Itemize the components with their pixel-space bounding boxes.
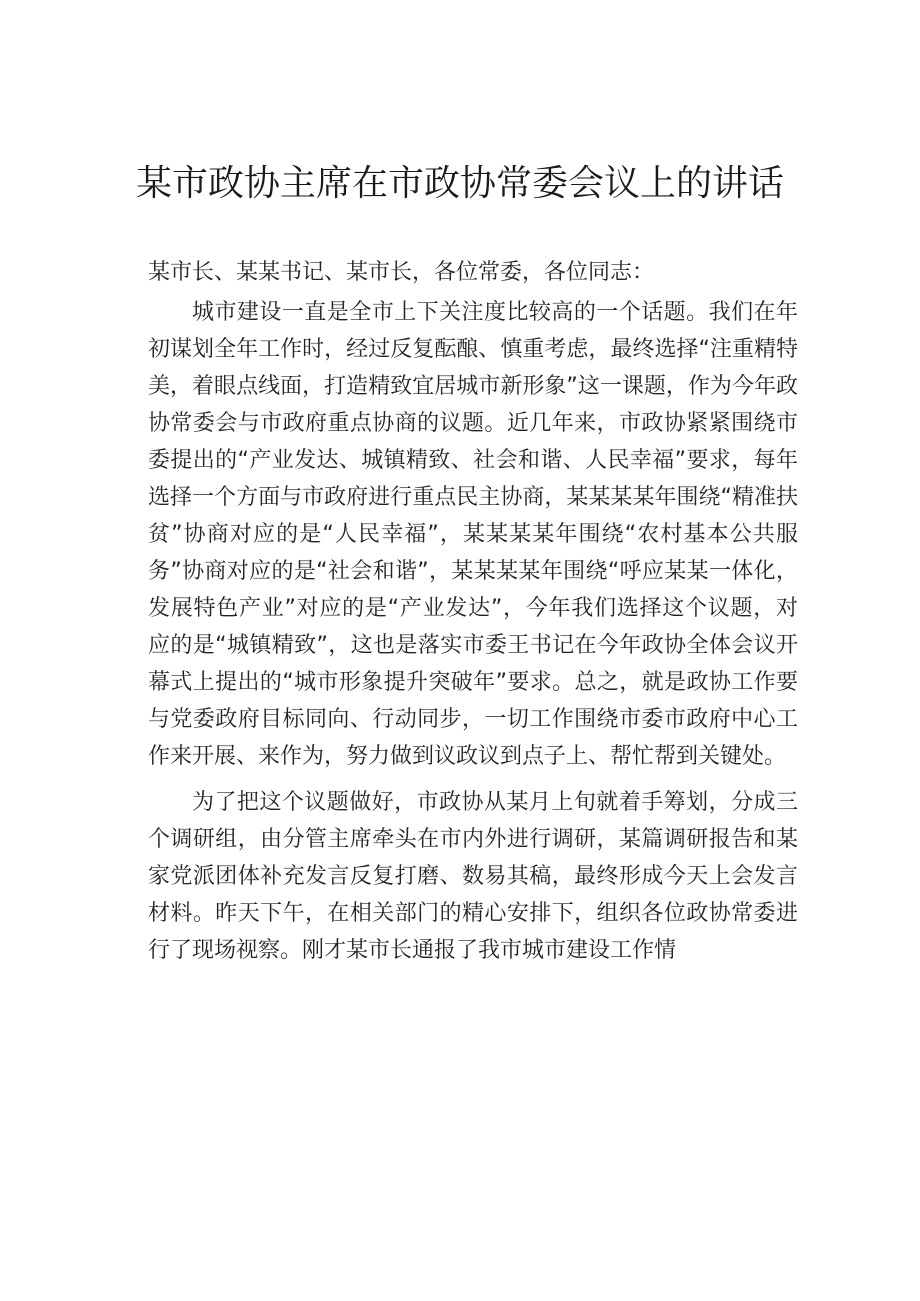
paragraph: 为了把这个议题做好，市政协从某月上旬就着手筹划，分成三个调研组，由分管主席牵头在市内外进行调研，某篇调研报告和某家党派团体补充发言反复打磨、数易其稿，最终形成今天上会发言材料。昨天下午，在相关部门的精心安排下，组织各位政协常委进行了现场视察。刚才某市长通报了我市城市建设工作情 (148, 790, 798, 963)
salutation: 某市长、某某书记、某市长，各位常委，各位同志： (148, 260, 655, 285)
document-body (148, 254, 798, 969)
paragraph: 城市建设一直是全市上下关注度比较高的一个话题。我们在年初谋划全年工作时，经过反复酝酿、慎重考虑，最终选择“注重精特美，着眼点线面，打造精致宜居城市新形象”这一课题，作为今年政协常委会与市政府重点协商的议题。近几年来，市政协紧紧围绕市委提出的“产业发达、城镇精致、社会和谐、人民幸福”要求，每年选择一个方面与市政府进行重点民主协商，某某某某年围绕“精准扶贫”协商对应的是“人民幸福”，某某某某年围绕“农村基本公共服务”协商对应的是“社会和谐”，某某某某年围绕“呼应某某一体化，发展特色产业”对应的是“产业发达”，今年我们选择这个议题，对应的是“城镇精致”，这也是落实市委王书记在今年政协全体会议开幕式上提出的“城市形象提升突破年”要求。总之，就是政协工作要与党委政府目标同向、行动同步，一切工作围绕市委市政府中心工作来开展、来作为，努力做到议政议到点子上、帮忙帮到关键处。 (148, 300, 798, 769)
document-title: 某市政协主席在市政协常委会议上的讲话 (135, 163, 784, 204)
